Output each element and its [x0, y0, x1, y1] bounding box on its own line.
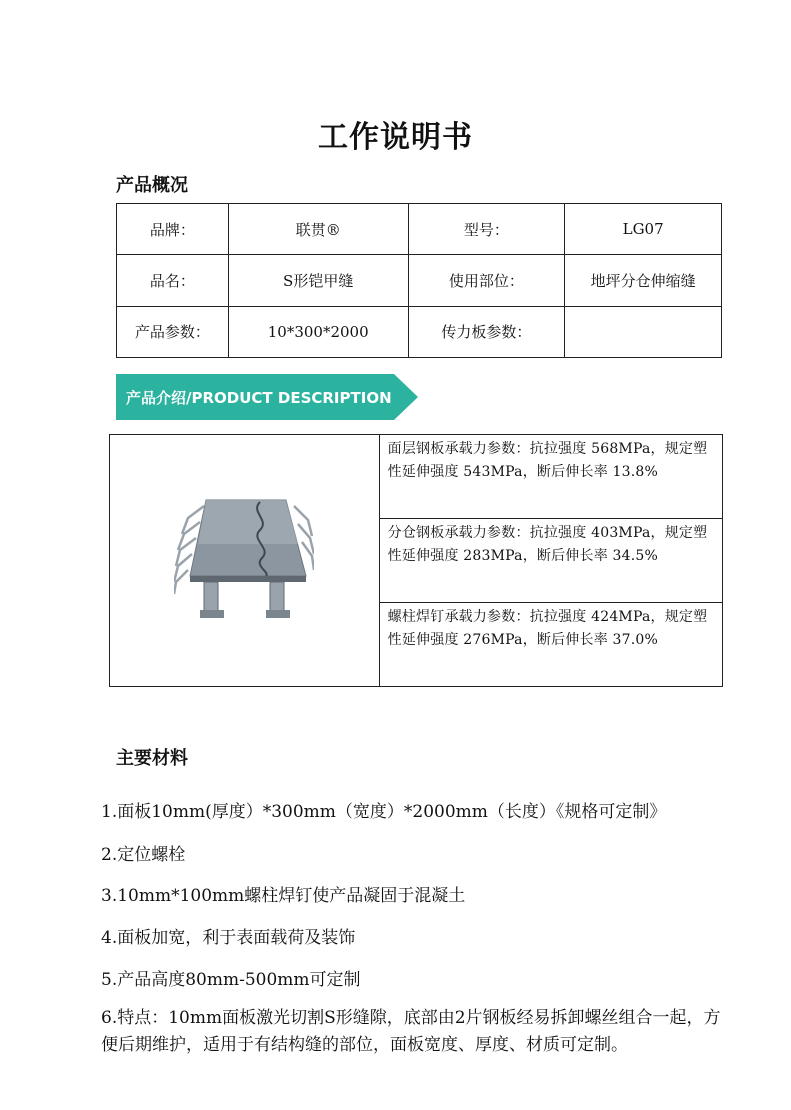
table-cell: 联贯®: [228, 204, 408, 255]
table-cell: S形铠甲缝: [228, 255, 408, 306]
table-cell: 10*300*2000: [228, 306, 408, 357]
table-cell: 地坪分仓伸缩缝: [565, 255, 722, 306]
spec-cell: 分仓钢板承载力参数：抗拉强度 403MPa，规定塑性延伸强度 283MPa，断后伸长率 34.5%: [379, 519, 722, 603]
table-cell: 产品参数：: [117, 306, 229, 357]
table-row: [117, 255, 722, 306]
list-item: 4.面板加宽，利于表面载荷及装饰: [101, 928, 356, 948]
table-cell: 型号：: [408, 204, 565, 255]
product-description-banner: [116, 374, 418, 420]
table-cell: 传力板参数：: [408, 306, 565, 357]
table-cell: [565, 306, 722, 357]
list-item: 3.10mm*100mm螺柱焊钉使产品凝固于混凝土: [101, 886, 466, 906]
table-cell: 使用部位：: [408, 255, 565, 306]
table-cell: 品名：: [117, 255, 229, 306]
list-item: 2.定位螺栓: [101, 845, 186, 865]
list-item: 1.面板10mm(厚度）*300mm（宽度）*2000mm（长度）《规格可定制》: [101, 802, 667, 822]
product-image-cell: [110, 435, 380, 687]
overview-heading: 产品概况: [116, 175, 188, 196]
banner-label: 产品介绍/PRODUCT DESCRIPTION: [126, 389, 392, 407]
product-description-table: [109, 434, 723, 687]
table-cell: 品牌：: [117, 204, 229, 255]
list-item: 5.产品高度80mm-500mm可定制: [101, 970, 361, 990]
spec-cell: 螺柱焊钉承载力参数：抗拉强度 424MPa，规定塑性延伸强度 276MPa，断后伸长率 37.0%: [379, 603, 722, 687]
overview-table: [116, 203, 722, 358]
product-image: [174, 494, 314, 624]
page-title: 工作说明书: [318, 120, 473, 155]
list-item: 6.特点：10mm面板激光切割S形缝隙，底部由2片钢板经易拆卸螺丝组合一起，方便后期维护，适用于有结构缝的部位，面板宽度、厚度、材质可定制。: [101, 1008, 721, 1055]
spec-cell: 面层钢板承载力参数：抗拉强度 568MPa，规定塑性延伸强度 543MPa，断后伸长率 13.8%: [379, 435, 722, 519]
table-row: [110, 435, 723, 519]
table-row: [117, 306, 722, 357]
table-row: [117, 204, 722, 255]
table-cell: LG07: [565, 204, 722, 255]
materials-heading: 主要材料: [116, 748, 188, 769]
